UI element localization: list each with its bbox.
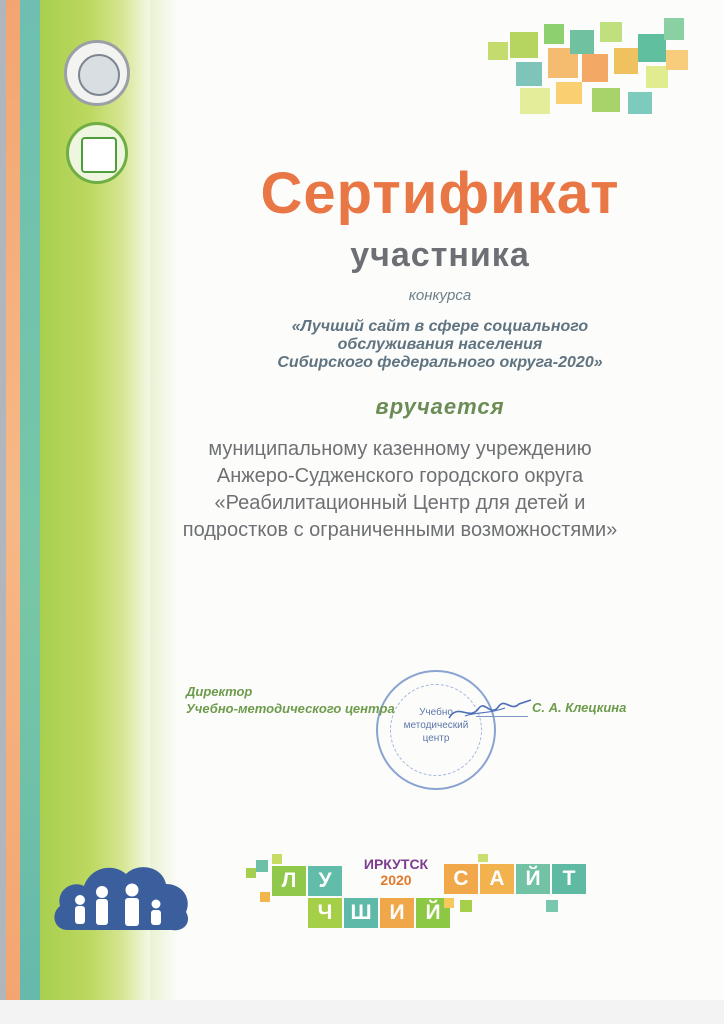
contest-name — [180, 318, 700, 372]
director-organization: Учебно-методического центра — [186, 701, 395, 716]
logo-letter-tile: Л — [272, 866, 306, 896]
regional-emblem-icon — [64, 40, 130, 106]
best-site-logo — [246, 850, 586, 930]
logo-year: 2020 — [380, 872, 412, 888]
recipient-name — [130, 436, 670, 544]
logo-letter-tile: У — [308, 866, 342, 896]
director-title: Директор — [186, 684, 253, 699]
orange-stripe — [6, 0, 20, 1000]
recipient-line: муниципальному казенному учреждению — [208, 438, 592, 460]
family-cloud-icon — [50, 850, 192, 936]
methodical-center-emblem-icon — [66, 122, 128, 184]
logo-letter-tile: С — [444, 864, 478, 894]
signer-name: С. А. Клецкина — [532, 700, 627, 715]
contest-name-line: Сибирского федерального округа-2020» — [277, 354, 603, 371]
scan-bottom-margin — [0, 1000, 724, 1024]
stamp-line: методический — [403, 720, 469, 731]
stamp-line: Учебно — [419, 707, 453, 718]
handwritten-signature — [445, 688, 535, 728]
logo-letter-tile: А — [480, 864, 514, 894]
certificate-subtitle: участника — [350, 236, 530, 274]
director-role — [186, 683, 395, 717]
recipient-line: «Реабилитационный Центр для детей и — [214, 492, 586, 514]
teal-stripe — [20, 0, 40, 1000]
stamp-line: центр — [422, 733, 450, 744]
recipient-line: подростков с ограниченными возможностями» — [182, 519, 618, 541]
contest-name-line: «Лучший сайт в сфере социального — [291, 318, 589, 335]
logo-letter-tile: Й — [416, 898, 450, 928]
certificate-title: Сертификат — [260, 161, 620, 226]
awarded-label: вручается — [375, 394, 505, 419]
contest-name-line: обслуживания населения — [337, 336, 543, 353]
logo-letter-tile: Й — [516, 864, 550, 894]
logo-letter-tile: Ч — [308, 898, 342, 928]
logo-letter-tile: Т — [552, 864, 586, 894]
contest-word: конкурса — [408, 287, 472, 304]
recipient-line: Анжеро-Судженского городского округа — [216, 465, 584, 487]
logo-letter-tile: Ш — [344, 898, 378, 928]
logo-letter-tile: И — [380, 898, 414, 928]
logo-city: ИРКУТСК — [363, 856, 429, 872]
